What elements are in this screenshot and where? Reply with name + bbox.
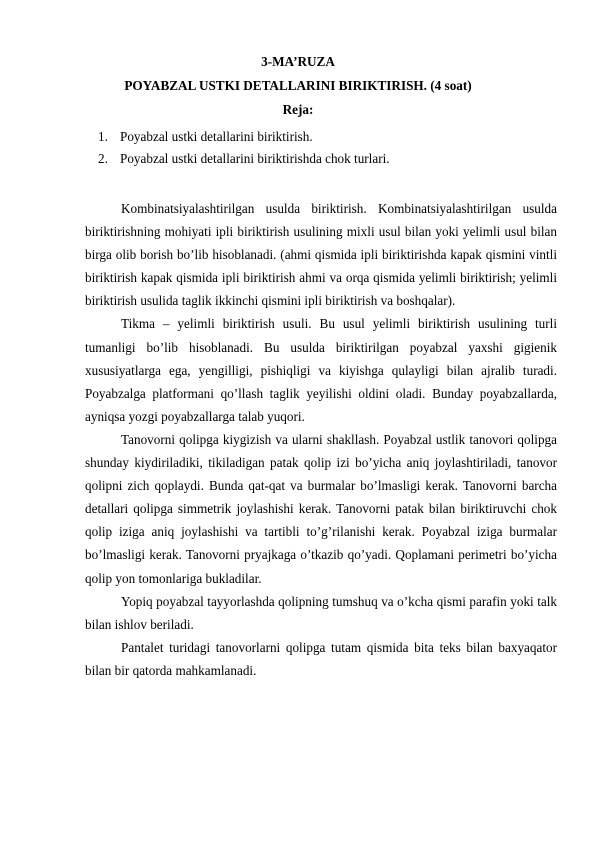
plan-item [98, 126, 390, 148]
body-text [85, 197, 557, 682]
page-title: POYABZAL USTKI DETALLARINI BIRIKTIRISH. (4 soat) [124, 78, 472, 93]
plan-list [98, 126, 390, 170]
paragraph-stitch-glue-method: Tikma – yelimli biriktirish usuli. Bu usul yelimli biriktirish usulining turli tumanligi bo’lib hisoblanadi. Bu usulda biriktirilgan poyabzal yaxshi gigienik xususiyatlarga ega, yengilligi, pishiqligi va kiyishga qulayligi bilan ajralib turadi. Poyabzalga platformani qo’llash taglik yeyilishi oldini oladi. Bunday poyabzallarda, ayniqsa yozgi poyabzallarga talab yuqori. [85, 316, 557, 424]
paragraph-combined-method: Kombinatsiyalashtirilgan usulda biriktirish. Kombinatsiyalashtirilgan usulda biriktirishning mohiyati ipli biriktirish usulining mixli usul bilan yoki yelimli usul bilan birga olib borish bo’lib hisoblanadi. (ahmi qismida ipli biriktirishda kapak qismini vintli biriktirish kapak qismida ipli biriktirish ahmi va orqa qismida yelimli biriktirish; yelimli biriktirish usulida taglik ikkinchi qismini ipli biriktirish va boshqalar). [85, 201, 557, 309]
paragraph-closed-shoes: Yopiq poyabzal tayyorlashda qolipning tumshuq va o’kcha qismi parafin yoki talk bilan ishlov beriladi. [85, 593, 557, 632]
plan-heading: Reja: [282, 102, 314, 117]
paragraph-lasting: Tanovorni qolipga kiygizish va ularni shakllash. Poyabzal ustlik tanovori qolipga shunday kiydiriladiki, tikiladigan patak qolip izi bo’yicha aniq joylashtiriladi, tanovor qolipni zich qoplaydi. Bunda qat-qat va burmalar bo’lmasligi kerak. Tanovorni barcha detallari qolipga simmetrik joylashishi kerak. Tanovorni patak bilan biriktiruvchi chok qolip iziga aniq joylashishi va tartibli to’g’rilanishi kerak. Poyabzal iziga burmalar bo’lmasligi kerak. Tanovorni pryajkaga o’tkazib qo’yadi. Qoplamani perimetri bo’yicha qolip yon tomonlariga bukladilar. [85, 431, 557, 586]
plan-item-number: 2. [98, 151, 108, 166]
plan-item-number: 1. [98, 129, 108, 144]
plan-item-text: Poyabzal ustki detallarini biriktirishda chok turlari. [120, 151, 390, 166]
plan-item [98, 148, 390, 170]
lecture-number: 3-MA’RUZA [261, 54, 335, 69]
paragraph-pantalet: Pantalet turidagi tanovorlarni qolipga tutam qismida bita teks bilan baxyaqator bilan bir qatorda mahkamlanadi. [85, 639, 557, 678]
plan-item-text: Poyabzal ustki detallarini biriktirish. [120, 129, 313, 144]
